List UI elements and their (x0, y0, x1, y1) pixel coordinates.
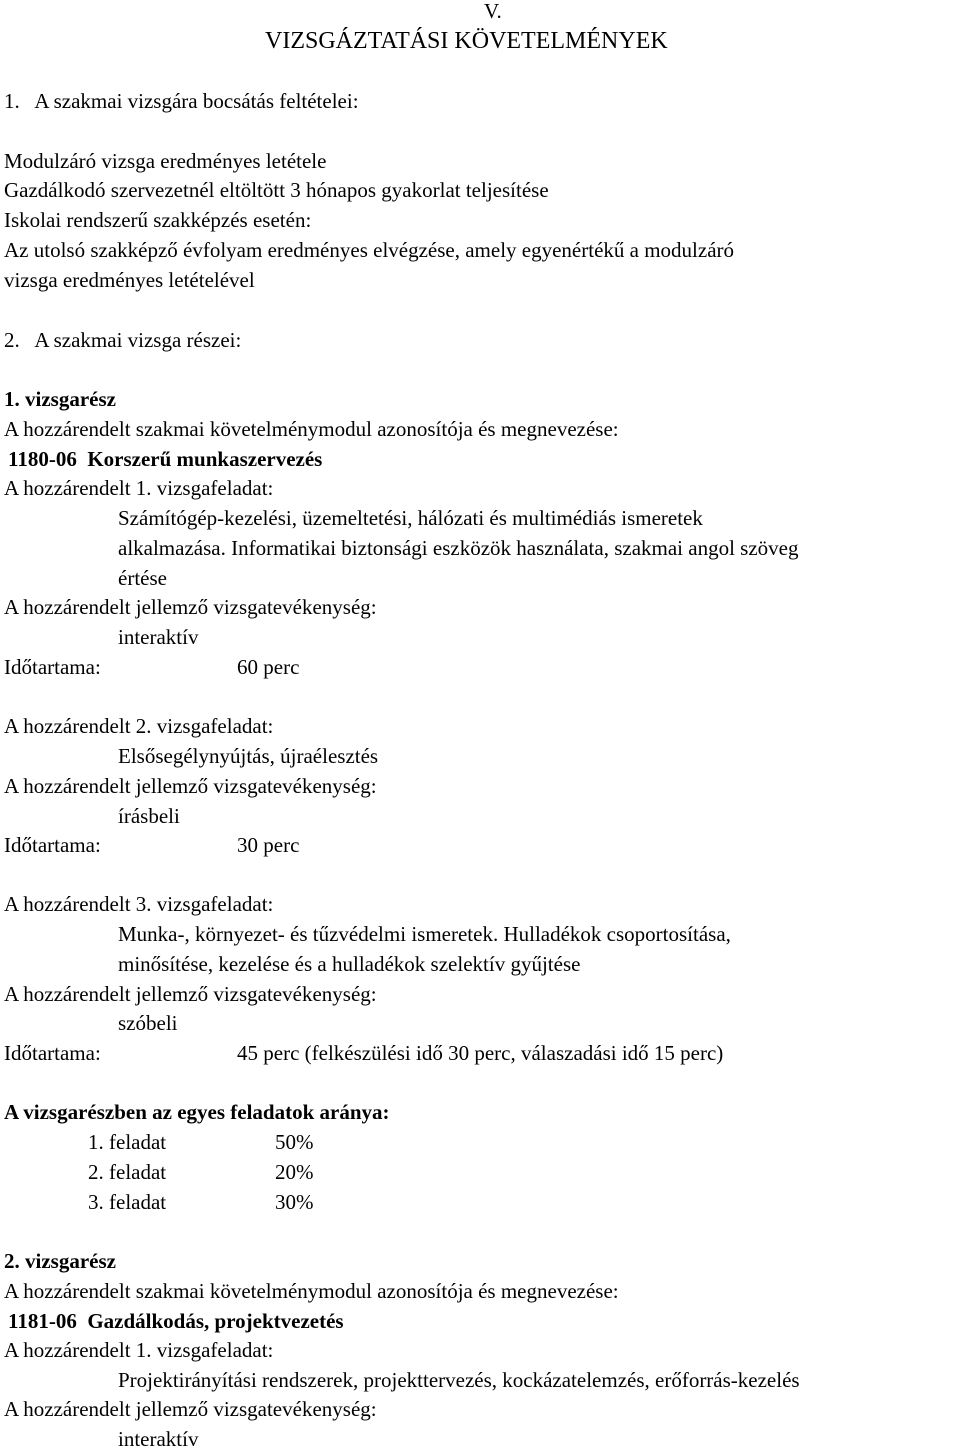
duration-label: Időtartama: (4, 1041, 101, 1065)
task-label: A hozzárendelt 1. vizsgafeladat: (4, 476, 274, 500)
module-name: 1181-06 Gazdálkodás, projektvezetés (8, 1309, 344, 1333)
task-description: Munka-, környezet- és tűzvédelmi ismeretek. Hulladékok csoportosítása, (118, 922, 731, 946)
ratio-percent: 50% (275, 1130, 314, 1154)
part-2-title: 2. vizsgarész (4, 1249, 116, 1273)
activity-label: A hozzárendelt jellemző vizsgatevékenység: (4, 982, 377, 1006)
task-description: Számítógép-kezelési, üzemeltetési, hálózati és multimédiás ismeretek (118, 506, 703, 530)
activity-value: interaktív (118, 625, 199, 649)
chapter-title: VIZSGÁZTATÁSI KÖVETELMÉNYEK (265, 28, 668, 54)
ratio-task: 1. feladat (88, 1130, 167, 1154)
condition-line: Az utolsó szakképző évfolyam eredményes elvégzése, amely egyenértékű a modulzáró (4, 238, 735, 262)
activity-label: A hozzárendelt jellemző vizsgatevékenység: (4, 774, 377, 798)
task-label: A hozzárendelt 2. vizsgafeladat: (4, 714, 274, 738)
duration-label: Időtartama: (4, 655, 101, 679)
duration-label: Időtartama: (4, 833, 101, 857)
part-1-title: 1. vizsgarész (4, 387, 116, 411)
ratio-heading: A vizsgarészben az egyes feladatok aránya: (4, 1100, 390, 1124)
task-label: A hozzárendelt 1. vizsgafeladat: (4, 1338, 274, 1362)
condition-line: Modulzáró vizsga eredményes letétele (4, 149, 327, 173)
ratio-task: 3. feladat (88, 1190, 167, 1214)
task-description: minősítése, kezelése és a hulladékok szelektív gyűjtése (118, 952, 581, 976)
condition-line: Gazdálkodó szervezetnél eltöltött 3 hónapos gyakorlat teljesítése (4, 178, 549, 202)
activity-label: A hozzárendelt jellemző vizsgatevékenység: (4, 1397, 377, 1421)
ratio-percent: 30% (275, 1190, 314, 1214)
duration-value: 60 perc (237, 655, 300, 679)
chapter-number: V. (484, 0, 502, 23)
module-label: A hozzárendelt szakmai követelménymodul azonosítója és megnevezése: (4, 1279, 619, 1303)
ratio-percent: 20% (275, 1160, 314, 1184)
module-name: 1180-06 Korszerű munkaszervezés (8, 447, 323, 471)
condition-line: Iskolai rendszerű szakképzés esetén: (4, 208, 312, 232)
condition-line: vizsga eredményes letételével (4, 268, 255, 292)
duration-value: 45 perc (felkészülési idő 30 perc, válaszadási idő 15 perc) (237, 1041, 724, 1065)
activity-value: szóbeli (118, 1011, 178, 1035)
task-description: Elsősegélynyújtás, újraélesztés (118, 744, 379, 768)
task-description: értése (118, 566, 167, 590)
section-1-heading: 1. A szakmai vizsgára bocsátás feltételei: (4, 89, 359, 113)
duration-value: 30 perc (237, 833, 300, 857)
activity-value: írásbeli (118, 804, 180, 828)
task-label: A hozzárendelt 3. vizsgafeladat: (4, 892, 274, 916)
task-description: Projektirányítási rendszerek, projekttervezés, kockázatelemzés, erőforrás-kezelés (118, 1368, 800, 1392)
task-description: alkalmazása. Informatikai biztonsági eszközök használata, szakmai angol szöveg (118, 536, 799, 560)
activity-label: A hozzárendelt jellemző vizsgatevékenység: (4, 595, 377, 619)
activity-value: interaktív (118, 1427, 199, 1451)
module-label: A hozzárendelt szakmai követelménymodul azonosítója és megnevezése: (4, 417, 619, 441)
ratio-task: 2. feladat (88, 1160, 167, 1184)
section-2-heading: 2. A szakmai vizsga részei: (4, 328, 242, 352)
